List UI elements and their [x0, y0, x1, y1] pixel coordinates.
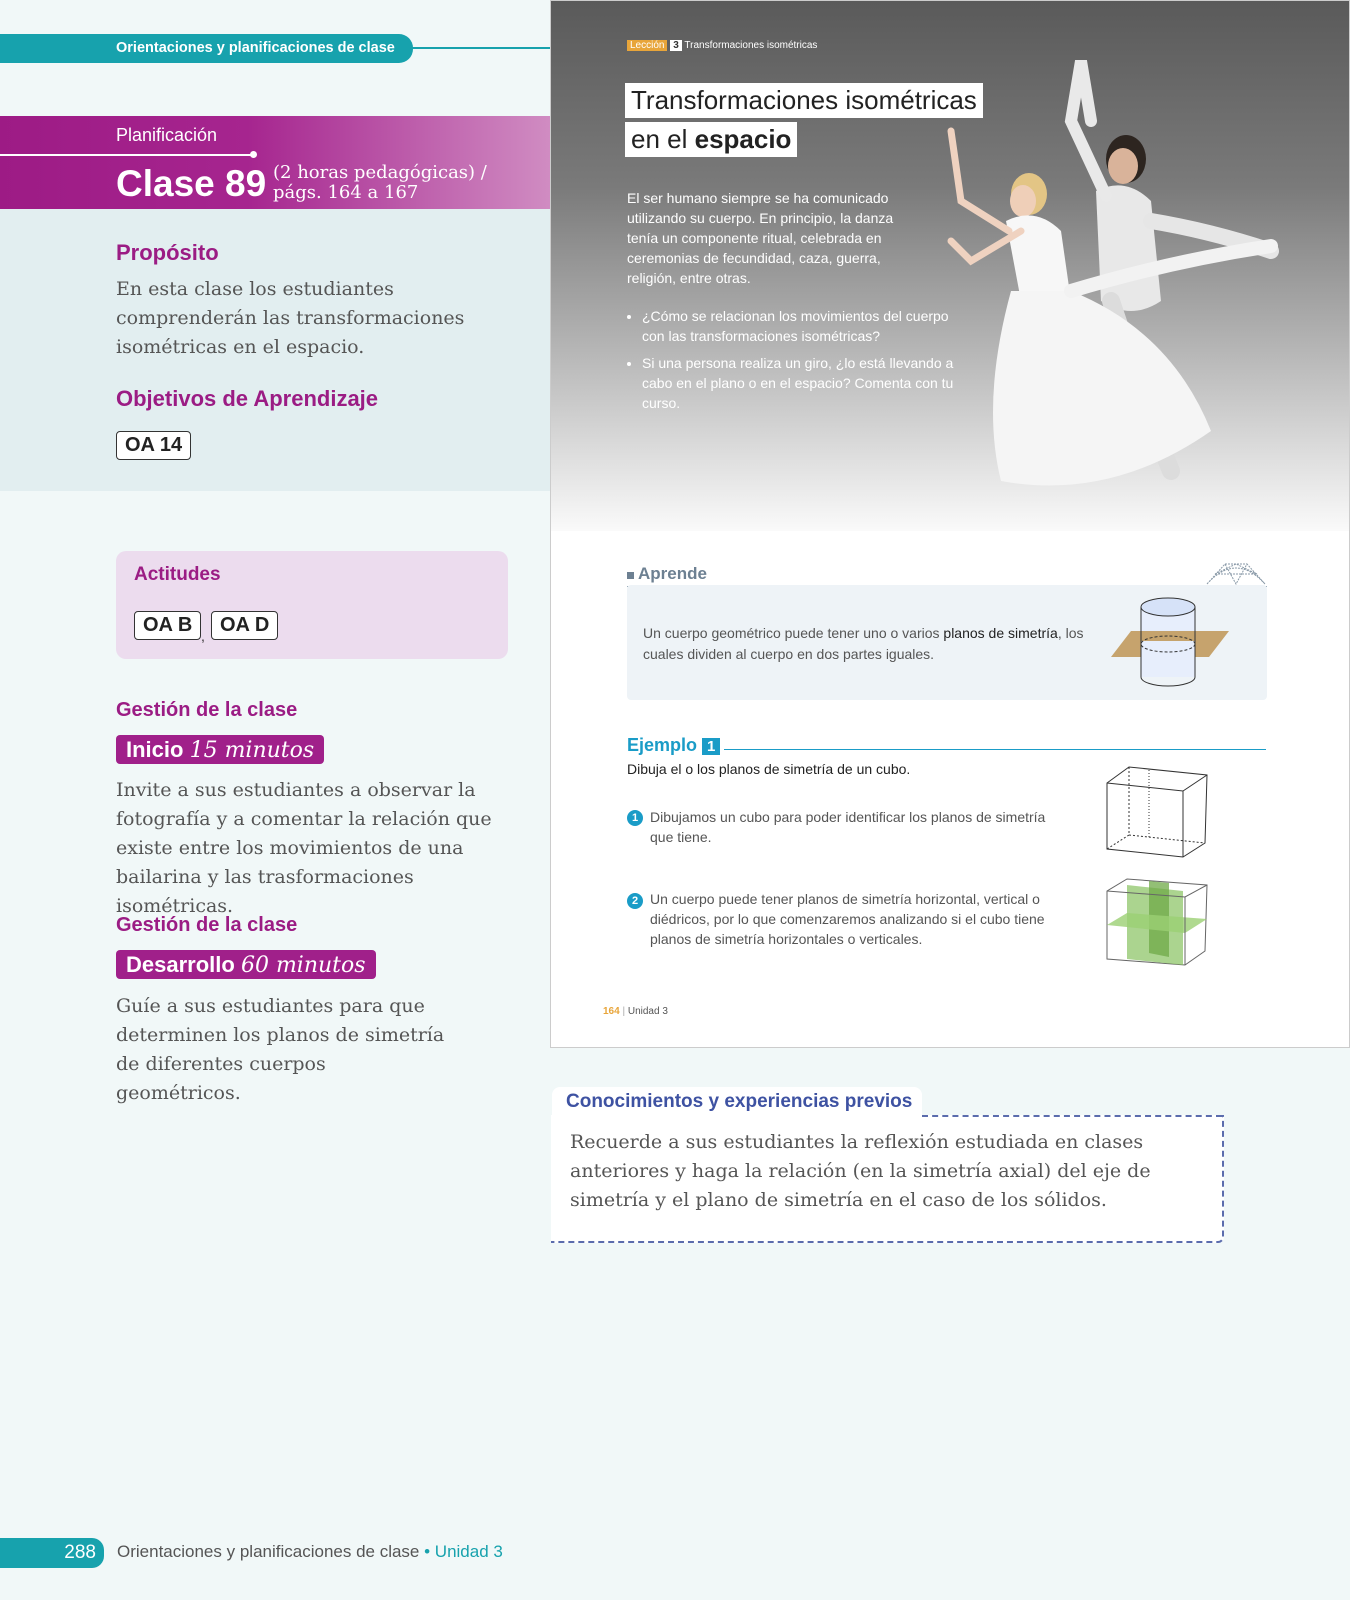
proposito-text: En esta clase los estudiantes comprenderán las transformaciones isométricas en el espacio. — [116, 278, 465, 358]
clase-title: Clase 89 — [116, 163, 267, 204]
step-number: 2 — [627, 893, 643, 909]
conocimientos-text: Recuerde a sus estudiantes la reflexión estudiada en clases anteriores y haga la relación (en la simetría axial) del eje de simetría y el plano de simetría en el caso de los sólidos. — [570, 1131, 1151, 1211]
step-text: Dibujamos un cubo para poder identificar los planos de simetría que tiene. — [650, 809, 1046, 845]
header-line — [412, 47, 550, 49]
lesson-questions — [627, 306, 962, 413]
ejemplo-title-text: Ejemplo — [627, 735, 698, 755]
planificacion-label: Planificación — [116, 125, 218, 145]
lesson-title — [625, 83, 983, 157]
phase-time: 60 minutos — [240, 953, 366, 978]
oa-badge: OA 14 — [116, 431, 191, 460]
ejemplo-divider — [724, 749, 1266, 750]
footer-bullet: • — [419, 1542, 435, 1561]
question-item: • ¿Cómo se relacionan los movimientos del cuerpo con las transformaciones isométricas? — [642, 306, 962, 346]
phase-label: Desarrollo — [126, 952, 235, 977]
footer-text — [117, 1542, 503, 1562]
step-number-icon — [627, 808, 643, 826]
planificacion-divider-dot — [250, 151, 257, 158]
phase-time: 15 minutos — [189, 738, 315, 763]
aprende-text-a: Un cuerpo geométrico puede tener uno o varios — [643, 625, 944, 641]
gestion-title: Gestión de la clase — [116, 699, 298, 721]
conocimientos-title: Conocimientos y experiencias previos — [566, 1091, 913, 1112]
header-tab-label: Orientaciones y planificaciones de clase — [116, 40, 395, 56]
square-bullet-icon — [627, 572, 634, 579]
step-text: Un cuerpo puede tener planos de simetría horizontal, vertical o diédricos, por lo que comenzaremos analizando si el cubo tiene planos de simetría horizontales o verticales. — [650, 891, 1045, 947]
gestion-text: Invite a sus estudiantes a observar la fotografía y a comentar la relación que existe entre los movimientos de una bailarina y las trasformaciones isométricas. — [116, 779, 492, 917]
aprende-title — [627, 564, 707, 584]
aprende-text-b: planos de simetría — [943, 625, 1058, 641]
lesson-title-line1: Transformaciones isométricas — [625, 83, 983, 118]
book-page-number: 164 — [603, 1006, 620, 1017]
actitudes-title: Actitudes — [134, 564, 221, 585]
ejemplo-prompt: Dibuja el o los planos de simetría de un cubo. — [627, 761, 911, 777]
header-tab — [0, 34, 413, 63]
cube-planes-figure — [1105, 877, 1209, 971]
ejemplo-title — [627, 735, 720, 756]
footer-separator: | — [622, 1006, 626, 1017]
lesson-title-line2 — [625, 122, 797, 157]
phase-badge — [116, 950, 376, 979]
planificacion-divider — [0, 154, 256, 156]
actitud-badge: OA D — [211, 611, 278, 640]
footer-unit: Unidad 3 — [434, 1542, 503, 1561]
objetivos-title: Objetivos de Aprendizaje — [116, 386, 379, 411]
cylinder-symmetry-figure — [1111, 597, 1229, 689]
step-number-icon — [627, 891, 643, 909]
actitudes-separator: , — [201, 628, 205, 644]
question-item: • Si una persona realiza un giro, ¿lo está llevando a cabo en el plano o en el espacio? Comenta con tu curso. — [642, 353, 962, 413]
proposito-title: Propósito — [116, 240, 219, 265]
actitud-badge: OA B — [134, 611, 201, 640]
lesson-name: Transformaciones isométricas — [684, 40, 818, 51]
phase-badge — [116, 735, 324, 764]
book-page-unit: Unidad 3 — [627, 1006, 668, 1017]
gestion-text: Guíe a sus estudiantes para que determinen los planos de simetría de diferentes cuerpos geométricos. — [116, 995, 445, 1104]
geodesic-dome-icon — [1205, 558, 1267, 586]
lesson-tag: Lección — [627, 40, 667, 51]
footer-label: Orientaciones y planificaciones de clase — [117, 1542, 420, 1561]
cube-figure — [1105, 765, 1209, 859]
conocimientos-top-border — [922, 1115, 1222, 1117]
lesson-breadcrumb — [627, 40, 817, 51]
page-number: 288 — [64, 1542, 96, 1563]
phase-label: Inicio — [126, 737, 184, 762]
gestion-title: Gestión de la clase — [116, 914, 298, 936]
lesson-intro: El ser humano siempre se ha comunicado utilizando su cuerpo. En principio, la danza tenía un componente ritual, celebrada en ceremonias de fecundidad, caza, guerra, religión, entre otras. — [627, 190, 894, 286]
aprende-title-text: Aprende — [638, 564, 707, 583]
clase-horas: (2 horas pedagógicas) / págs. 164 a 167 — [273, 162, 487, 203]
ballet-photo — [551, 1, 1350, 531]
page-number-tab — [0, 1538, 104, 1568]
aprende-text-c: , los cuales dividen al cuerpo en dos partes iguales. — [643, 625, 1084, 662]
lesson-title-line2-a: en el — [631, 124, 695, 154]
aprende-text — [643, 623, 1103, 665]
lesson-number: 3 — [670, 40, 682, 51]
textbook-page — [550, 0, 1350, 1048]
lesson-title-line2-b: espacio — [694, 124, 792, 154]
page-footer — [603, 1006, 668, 1017]
ejemplo-number: 1 — [702, 738, 720, 755]
step-number: 1 — [627, 810, 643, 826]
